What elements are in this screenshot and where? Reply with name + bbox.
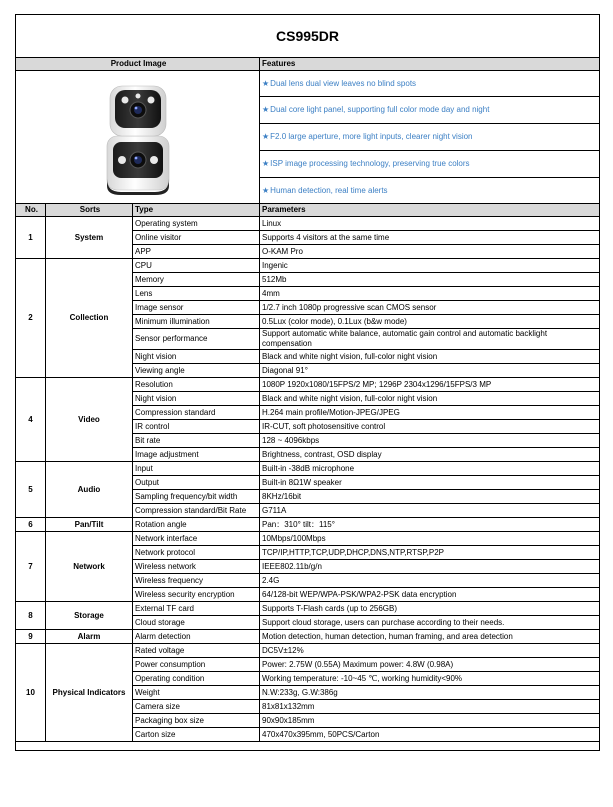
title-row xyxy=(16,15,600,58)
top-header-row xyxy=(16,58,600,71)
parameters-header: Parameters xyxy=(260,204,600,217)
spec-row xyxy=(16,378,600,392)
spec-row xyxy=(16,259,600,273)
group-number: 9 xyxy=(16,630,46,644)
spec-value: Pan：310° tilt：115° xyxy=(260,518,600,532)
spec-value: Ingenic xyxy=(260,259,600,273)
star-icon: ★ xyxy=(262,78,270,88)
spec-type: Night vision xyxy=(133,392,260,406)
spec-type: Operating system xyxy=(133,217,260,231)
feature-text: Dual core light panel, supporting full color mode day and night xyxy=(270,105,490,114)
spec-value: Black and white night vision, full-color night vision xyxy=(260,392,600,406)
spec-row xyxy=(16,532,600,546)
blank-footer-row xyxy=(16,742,600,751)
spec-type: Rated voltage xyxy=(133,644,260,658)
spec-value: N.W:233g, G.W:386g xyxy=(260,686,600,700)
spec-row xyxy=(16,644,600,658)
spec-type: Packaging box size xyxy=(133,714,260,728)
spec-value: Working temperature: -10~45 ℃, working humidity<90% xyxy=(260,672,600,686)
sorts-header: Sorts xyxy=(46,204,133,217)
spec-value: 512Mb xyxy=(260,273,600,287)
spec-value: 81x81x132mm xyxy=(260,700,600,714)
spec-type: Network interface xyxy=(133,532,260,546)
spec-value: IEEE802.11b/g/n xyxy=(260,560,600,574)
spec-value: O-KAM Pro xyxy=(260,245,600,259)
spec-type: Viewing angle xyxy=(133,364,260,378)
spec-value: Power: 2.75W (0.55A) Maximum power: 4.8W (0.98A) xyxy=(260,658,600,672)
spec-type: Memory xyxy=(133,273,260,287)
group-number: 4 xyxy=(16,378,46,462)
spec-type: Image sensor xyxy=(133,301,260,315)
spec-type: Compression standard/Bit Rate xyxy=(133,504,260,518)
spec-row xyxy=(16,518,600,532)
group-sort: Storage xyxy=(46,602,133,630)
spec-value: Diagonal 91° xyxy=(260,364,600,378)
spec-type: Bit rate xyxy=(133,434,260,448)
type-header: Type xyxy=(133,204,260,217)
group-sort: Collection xyxy=(46,259,133,378)
product-table xyxy=(15,14,600,751)
feature-text: ISP image processing technology, preserving true colors xyxy=(270,159,470,168)
star-icon: ★ xyxy=(262,132,270,141)
spec-value: Brightness, contrast, OSD display xyxy=(260,448,600,462)
spec-type: APP xyxy=(133,245,260,259)
spec-type: Resolution xyxy=(133,378,260,392)
feature-text: Human detection, real time alerts xyxy=(270,185,388,195)
spec-value: 128 ~ 4096kbps xyxy=(260,434,600,448)
feature-text: F2.0 large aperture, more light inputs, clearer night vision xyxy=(270,132,473,141)
star-icon: ★ xyxy=(262,159,270,168)
product-image xyxy=(16,71,260,204)
spec-value: Built-in 8Ω1W speaker xyxy=(260,476,600,490)
spec-type: Operating condition xyxy=(133,672,260,686)
spec-value: Support cloud storage, users can purchase according to their needs. xyxy=(260,616,600,630)
spec-value: 10Mbps/100Mbps xyxy=(260,532,600,546)
spec-value: Built-in -38dB microphone xyxy=(260,462,600,476)
spec-type: Sensor performance xyxy=(133,329,260,350)
group-sort: Audio xyxy=(46,462,133,518)
spec-header-row xyxy=(16,204,600,217)
group-sort: Pan/Tilt xyxy=(46,518,133,532)
spec-row xyxy=(16,217,600,231)
spec-value: Supports 4 visitors at the same time xyxy=(260,231,600,245)
spec-type: Input xyxy=(133,462,260,476)
group-number: 2 xyxy=(16,259,46,378)
star-icon: ★ xyxy=(262,185,270,195)
spec-row xyxy=(16,630,600,644)
spec-value: 64/128-bit WEP/WPA-PSK/WPA2-PSK data encryption xyxy=(260,588,600,602)
no-header: No. xyxy=(16,204,46,217)
spec-value: 4mm xyxy=(260,287,600,301)
features-header: Features xyxy=(260,58,600,71)
spec-value: Linux xyxy=(260,217,600,231)
spec-value: 0.5Lux (color mode), 0.1Lux (b&w mode) xyxy=(260,315,600,329)
spec-row xyxy=(16,602,600,616)
group-number: 10 xyxy=(16,644,46,742)
spec-type: Network protocol xyxy=(133,546,260,560)
spec-sheet xyxy=(15,14,599,751)
star-icon: ★ xyxy=(262,105,270,114)
spec-value: 2.4G xyxy=(260,574,600,588)
camera-image xyxy=(83,74,193,198)
spec-type: IR control xyxy=(133,420,260,434)
spec-value: 90x90x185mm xyxy=(260,714,600,728)
spec-type: Rotation angle xyxy=(133,518,260,532)
spec-type: Cloud storage xyxy=(133,616,260,630)
product-title: CS995DR xyxy=(16,15,600,58)
feature-row-1 xyxy=(16,71,600,97)
spec-type: Compression standard xyxy=(133,406,260,420)
group-sort: Video xyxy=(46,378,133,462)
spec-type: Camera size xyxy=(133,700,260,714)
spec-type: Power consumption xyxy=(133,658,260,672)
feature-text: Dual lens dual view leaves no blind spots xyxy=(270,78,417,88)
spec-type: Weight xyxy=(133,686,260,700)
spec-type: Carton size xyxy=(133,728,260,742)
group-number: 8 xyxy=(16,602,46,630)
spec-value: G711A xyxy=(260,504,600,518)
group-number: 5 xyxy=(16,462,46,518)
spec-type: Wireless security encryption xyxy=(133,588,260,602)
spec-type: CPU xyxy=(133,259,260,273)
spec-type: Wireless frequency xyxy=(133,574,260,588)
group-number: 7 xyxy=(16,532,46,602)
group-number: 6 xyxy=(16,518,46,532)
spec-type: Sampling frequency/bit width xyxy=(133,490,260,504)
spec-row xyxy=(16,462,600,476)
spec-value: 1080P 1920x1080/15FPS/2 MP; 1296P 2304x1296/15FPS/3 MP xyxy=(260,378,600,392)
spec-value: TCP/IP,HTTP,TCP,UDP,DHCP,DNS,NTP,RTSP,P2P xyxy=(260,546,600,560)
spec-value: IR-CUT, soft photosensitive control xyxy=(260,420,600,434)
spec-value: 470x470x395mm, 50PCS/Carton xyxy=(260,728,600,742)
spec-type: Online visitor xyxy=(133,231,260,245)
spec-value: 8KHz/16bit xyxy=(260,490,600,504)
spec-value: Support automatic white balance, automatic gain control and automatic backlight compensation xyxy=(260,329,600,350)
spec-value: Supports T-Flash cards (up to 256GB) xyxy=(260,602,600,616)
group-sort: System xyxy=(46,217,133,259)
group-number: 1 xyxy=(16,217,46,259)
spec-type: Alarm detection xyxy=(133,630,260,644)
spec-type: Night vision xyxy=(133,350,260,364)
product-image-header: Product Image xyxy=(16,58,260,71)
group-sort: Network xyxy=(46,532,133,602)
spec-type: Lens xyxy=(133,287,260,301)
spec-value: 1/2.7 inch 1080p progressive scan CMOS sensor xyxy=(260,301,600,315)
spec-value: H.264 main profile/Motion-JPEG/JPEG xyxy=(260,406,600,420)
spec-type: External TF card xyxy=(133,602,260,616)
group-sort: Alarm xyxy=(46,630,133,644)
spec-type: Output xyxy=(133,476,260,490)
spec-type: Minimum illumination xyxy=(133,315,260,329)
group-sort: Physical Indicators xyxy=(46,644,133,742)
spec-value: DC5V±12% xyxy=(260,644,600,658)
spec-value: Black and white night vision, full-color night vision xyxy=(260,350,600,364)
spec-type: Wireless network xyxy=(133,560,260,574)
spec-value: Motion detection, human detection, human framing, and area detection xyxy=(260,630,600,644)
spec-type: Image adjustment xyxy=(133,448,260,462)
